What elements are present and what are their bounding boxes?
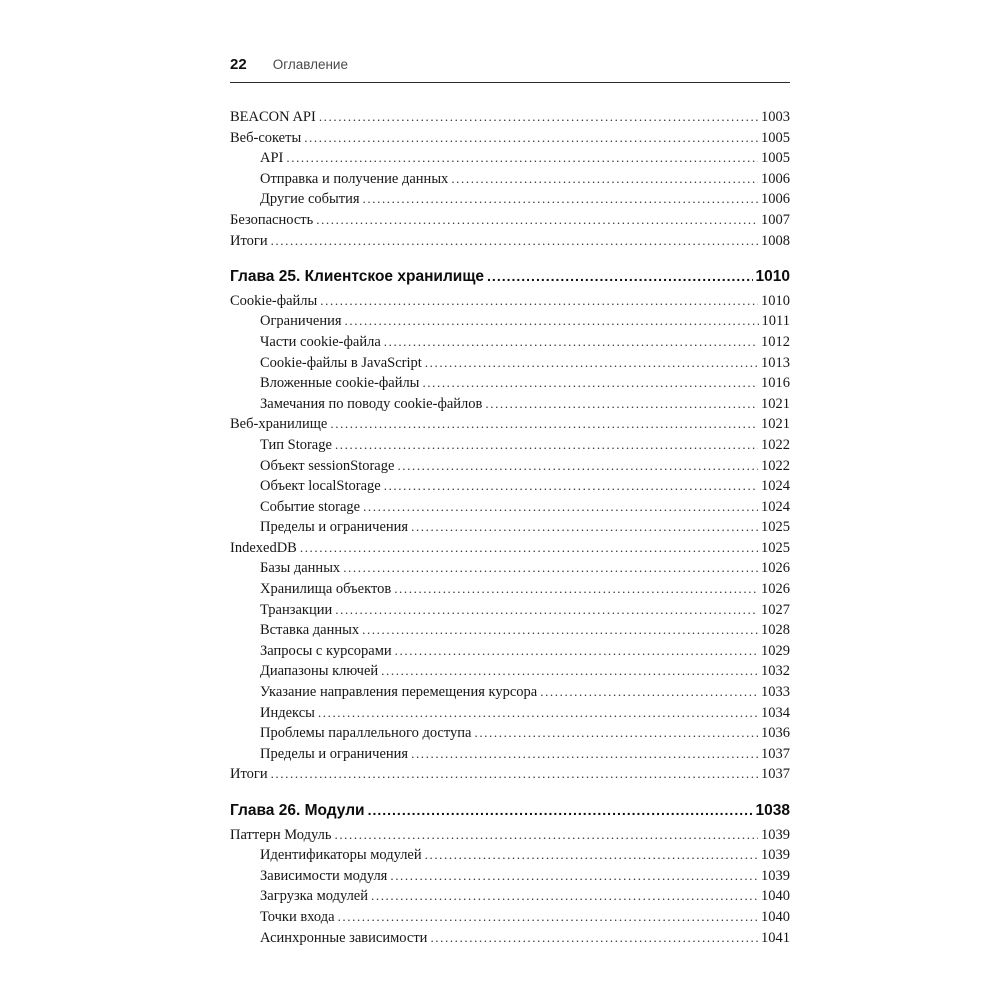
entry-page-number: 1026 (761, 560, 790, 577)
toc-entry-row (230, 394, 790, 415)
toc-entry-row (230, 661, 790, 682)
dot-leader (381, 661, 758, 682)
entry-page-number: 1039 (761, 867, 790, 884)
page-header (230, 56, 790, 83)
toc-entry-row (230, 373, 790, 394)
dot-leader (362, 620, 758, 641)
entry-title: Паттерн Модуль (230, 826, 332, 843)
entry-page-number: 1003 (761, 109, 790, 125)
dot-leader (395, 641, 758, 662)
entry-page-number: 1021 (761, 416, 790, 433)
entry-title: BEACON API (230, 109, 316, 125)
dot-leader (474, 723, 758, 744)
toc-entry-row (230, 579, 790, 600)
entry-title: Пределы и ограничения (260, 519, 409, 536)
entry-title: Объект sessionStorage (260, 457, 395, 474)
entry-page-number: 1039 (761, 847, 790, 864)
dot-leader (422, 373, 758, 394)
toc-entry-row (230, 189, 790, 210)
entry-page-number: 1010 (761, 292, 790, 309)
toc-entry-row (230, 311, 790, 332)
dot-leader (425, 845, 758, 866)
entry-page-number: 1036 (761, 725, 790, 742)
entry-title: Вставка данных (260, 622, 360, 639)
toc-entry-row (230, 148, 790, 169)
toc-entry-row (230, 107, 790, 128)
toc-entry-row (230, 886, 790, 907)
toc-chapter-row (230, 266, 790, 288)
toc-entry-row (230, 414, 790, 435)
entry-title: Веб-сокеты (230, 129, 302, 146)
toc-entry-row (230, 907, 790, 928)
dot-leader (316, 210, 758, 231)
entry-title: Событие storage (260, 498, 361, 515)
dot-leader (320, 291, 758, 312)
entry-page-number: 1041 (761, 929, 790, 946)
entry-page-number: 1005 (761, 129, 790, 146)
dot-leader (430, 928, 758, 949)
entry-title: Проблемы параллельного доступа (260, 725, 472, 742)
dot-leader (319, 107, 758, 128)
entry-title: Базы данных (260, 560, 341, 577)
dot-leader (318, 703, 758, 724)
toc-entry-row (230, 169, 790, 190)
entry-title: Запросы с курсорами (260, 642, 392, 659)
entry-title: Отправка и получение данных (260, 170, 449, 187)
dot-leader (368, 800, 753, 822)
toc-entry-row (230, 497, 790, 518)
entry-title: Идентификаторы модулей (260, 847, 422, 864)
entry-title: Пределы и ограничения (260, 745, 409, 762)
entry-page-number: 1006 (761, 191, 790, 208)
dot-leader (286, 148, 758, 169)
entry-page-number: 1008 (761, 232, 790, 249)
entry-title: Хранилища объектов (260, 581, 392, 598)
dot-leader (371, 886, 758, 907)
entry-page-number: 1025 (761, 539, 790, 556)
dot-leader (335, 435, 758, 456)
dot-leader (345, 311, 759, 332)
entry-page-number: 1024 (761, 498, 790, 515)
entry-title: Безопасность (230, 211, 314, 228)
toc-entry-row (230, 845, 790, 866)
dot-leader (363, 497, 758, 518)
toc-entry-row (230, 476, 790, 497)
chapter-title: Глава 26. Модули (230, 802, 365, 819)
entry-title: Замечания по поводу cookie-файлов (260, 395, 483, 412)
entry-page-number: 1027 (761, 601, 790, 618)
entry-page-number: 1037 (761, 745, 790, 762)
entry-page-number: 1007 (761, 211, 790, 228)
toc-entry-row (230, 558, 790, 579)
entry-page-number: 1006 (761, 170, 790, 187)
entry-title: Указание направления перемещения курсора (260, 684, 538, 701)
entry-page-number: 1038 (755, 802, 790, 819)
dot-leader (411, 517, 758, 538)
entry-title: API (260, 150, 284, 167)
entry-page-number: 1032 (761, 663, 790, 680)
entry-title: Итоги (230, 766, 268, 783)
entry-title: Асинхронные зависимости (260, 929, 428, 946)
dot-leader (384, 332, 758, 353)
toc-entry-row (230, 128, 790, 149)
dot-leader (451, 169, 758, 190)
dot-leader (540, 682, 758, 703)
entry-page-number: 1025 (761, 519, 790, 536)
dot-leader (363, 189, 758, 210)
entry-title: Другие события (260, 191, 360, 208)
entry-title: IndexedDB (230, 539, 297, 556)
toc-entry-row (230, 210, 790, 231)
dot-leader (394, 579, 758, 600)
toc-entry-row (230, 928, 790, 949)
dot-leader (343, 558, 758, 579)
page-number: 22 (230, 56, 247, 73)
entry-title: Зависимости модуля (260, 867, 388, 884)
toc-chapter-row (230, 800, 790, 822)
toc-entry-row (230, 703, 790, 724)
toc-entry-row (230, 682, 790, 703)
entry-title: Ограничения (260, 313, 342, 330)
page-content (230, 56, 790, 948)
dot-leader (384, 476, 758, 497)
toc-entry-row (230, 291, 790, 312)
toc-entry-row (230, 517, 790, 538)
toc-entry-row (230, 538, 790, 559)
dot-leader (335, 600, 758, 621)
dot-leader (300, 538, 758, 559)
dot-leader (271, 764, 758, 785)
entry-page-number: 1013 (761, 354, 790, 371)
entry-page-number: 1026 (761, 581, 790, 598)
entry-page-number: 1010 (755, 268, 790, 286)
entry-title: Итоги (230, 232, 268, 249)
entry-page-number: 1028 (761, 622, 790, 639)
toc-entry-row (230, 825, 790, 846)
toc-entry-row (230, 641, 790, 662)
chapter-title: Глава 25. Клиентское хранилище (230, 268, 485, 286)
entry-page-number: 1033 (761, 684, 790, 701)
toc-entry-row (230, 764, 790, 785)
toc-entry-row (230, 332, 790, 353)
toc-list (230, 107, 790, 948)
dot-leader (271, 231, 758, 252)
entry-page-number: 1016 (761, 375, 790, 392)
entry-page-number: 1024 (761, 478, 790, 495)
dot-leader (330, 414, 758, 435)
entry-page-number: 1011 (761, 313, 790, 330)
entry-page-number: 1021 (761, 395, 790, 412)
dot-leader (390, 866, 758, 887)
entry-page-number: 1005 (761, 150, 790, 167)
entry-page-number: 1039 (761, 826, 790, 843)
dot-leader (304, 128, 758, 149)
entry-title: Cookie-файлы (230, 292, 318, 309)
entry-page-number: 1012 (761, 333, 790, 350)
entry-page-number: 1034 (761, 704, 790, 721)
toc-entry-row (230, 456, 790, 477)
running-header-title: Оглавление (272, 57, 348, 72)
entry-title: Веб-хранилище (230, 416, 328, 433)
toc-entry-row (230, 435, 790, 456)
entry-page-number: 1022 (761, 457, 790, 474)
entry-page-number: 1037 (761, 766, 790, 783)
entry-title: Части cookie-файла (260, 333, 381, 350)
entry-page-number: 1040 (761, 908, 790, 925)
entry-title: Загрузка модулей (260, 888, 368, 905)
toc-entry-row (230, 353, 790, 374)
dot-leader (334, 825, 758, 846)
toc-entry-row (230, 231, 790, 252)
entry-title: Транзакции (260, 601, 333, 618)
dot-leader (411, 744, 758, 765)
dot-leader (338, 907, 758, 928)
dot-leader (425, 353, 758, 374)
entry-title: Индексы (260, 704, 315, 721)
entry-title: Вложенные cookie-файлы (260, 375, 420, 392)
toc-entry-row (230, 620, 790, 641)
entry-title: Cookie-файлы в JavaScript (260, 354, 422, 371)
toc-entry-row (230, 600, 790, 621)
entry-title: Объект localStorage (260, 478, 381, 495)
dot-leader (487, 266, 752, 288)
dot-leader (397, 456, 758, 477)
entry-page-number: 1040 (761, 888, 790, 905)
entry-title: Тип Storage (260, 436, 332, 453)
entry-title: Диапазоны ключей (260, 663, 379, 680)
toc-entry-row (230, 744, 790, 765)
entry-title: Точки входа (260, 908, 335, 925)
toc-entry-row (230, 723, 790, 744)
dot-leader (485, 394, 758, 415)
toc-entry-row (230, 866, 790, 887)
entry-page-number: 1029 (761, 642, 790, 659)
entry-page-number: 1022 (761, 436, 790, 453)
